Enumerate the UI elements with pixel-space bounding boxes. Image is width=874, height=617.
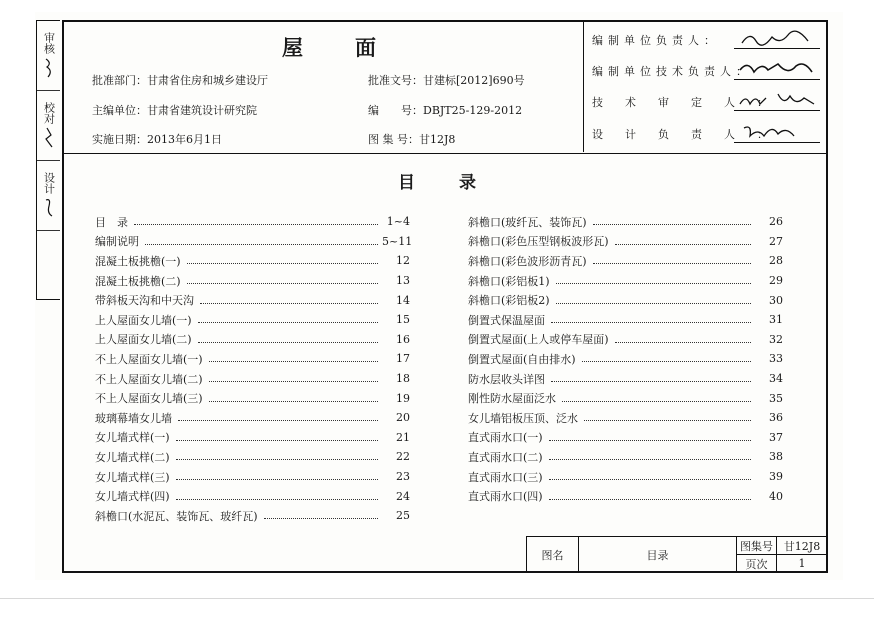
toc-leader-dots <box>549 479 751 480</box>
toc-entry <box>95 506 410 526</box>
toc-leader-dots <box>209 401 378 402</box>
viewer-divider <box>0 598 874 599</box>
toc-leader-dots <box>145 244 378 245</box>
toc-entry-title: 混凝土板挑檐(二) <box>95 274 181 288</box>
title-block-page-label: 页次 <box>737 555 777 572</box>
signature-label: 编制单位技术负责人： <box>592 65 752 78</box>
toc-entry-page: 27 <box>769 234 783 248</box>
toc-leader-dots <box>615 244 751 245</box>
signature-label: 技术审定人： <box>592 96 790 109</box>
signature-mark <box>738 90 818 110</box>
sidebar-cell-design <box>37 161 60 231</box>
effective-date: 实施日期：2013年6月1日 <box>92 133 222 146</box>
toc-entry <box>95 369 410 389</box>
doc-code: 编 号：DBJT25-129-2012 <box>368 104 523 117</box>
toc-entry-page: 5~11 <box>382 234 413 248</box>
toc-entry <box>468 271 783 291</box>
toc-leader-dots <box>187 263 378 264</box>
sidebar-cell-blank <box>37 231 60 301</box>
toc-entry-title: 不上人屋面女儿墙(三) <box>95 392 203 406</box>
signature-mark <box>738 122 818 142</box>
toc-entry <box>468 349 783 369</box>
toc-entry-title: 斜檐口(彩铝板2) <box>468 294 550 308</box>
toc-entry <box>468 428 783 448</box>
toc-entry-title: 编制说明 <box>95 235 139 249</box>
toc-entry-title: 倒置式屋面(上人或停车屋面) <box>468 333 609 347</box>
toc-leader-dots <box>209 381 378 382</box>
signature-line <box>734 142 820 143</box>
toc-leader-dots <box>551 322 751 323</box>
toc-entry-title: 目 录 <box>95 215 128 229</box>
toc-entry-page: 40 <box>769 489 783 503</box>
toc-entry-title: 上人屋面女儿墙(二) <box>95 333 192 347</box>
toc-entry <box>95 486 410 506</box>
toc-entry-page: 14 <box>396 293 410 307</box>
toc-leader-dots <box>593 224 751 225</box>
toc-leader-dots <box>556 283 751 284</box>
page-title: 屋面 <box>282 35 428 60</box>
toc-entry-title: 玻璃幕墙女儿墙 <box>95 411 172 425</box>
toc-leader-dots <box>178 420 378 421</box>
atlas-number: 图 集 号：甘12J8 <box>368 133 456 146</box>
toc-entry-title: 直式雨水口(二) <box>468 450 543 464</box>
toc-leader-dots <box>615 342 751 343</box>
toc-leader-dots <box>582 361 751 362</box>
toc-entry <box>468 290 783 310</box>
title-block-page-value: 1 <box>798 557 806 570</box>
toc-entry <box>468 212 783 232</box>
toc-entry-page: 39 <box>769 470 783 484</box>
toc-entry-page: 26 <box>769 215 783 229</box>
toc-entry-title: 直式雨水口(一) <box>468 431 543 445</box>
toc-entry-title: 刚性防水屋面泛水 <box>468 392 556 406</box>
toc-leader-dots <box>549 459 751 460</box>
toc-leader-dots <box>176 479 378 480</box>
toc-entry <box>95 310 410 330</box>
toc-leader-dots <box>198 342 378 343</box>
toc-leader-dots <box>209 361 378 362</box>
toc-entry <box>95 428 410 448</box>
signature-line <box>734 79 820 80</box>
toc-entry-page: 13 <box>396 274 410 288</box>
toc-leader-dots <box>551 381 751 382</box>
sidebar-cell-check <box>37 91 60 161</box>
toc-entry-page: 31 <box>769 313 783 327</box>
signature-mark <box>45 197 53 219</box>
toc-entry-title: 斜檐口(彩铝板1) <box>468 274 550 288</box>
toc-entry-page: 22 <box>396 450 410 464</box>
toc-entry-title: 倒置式屋面(自由排水) <box>468 352 576 366</box>
toc-entry-page: 36 <box>769 411 783 425</box>
title-block-name-label: 图名 <box>527 537 579 572</box>
approval-sidebar <box>36 20 60 300</box>
sidebar-cell-review <box>37 21 60 91</box>
title-block-atlas-label: 图集号 <box>737 537 777 555</box>
toc-entry <box>95 388 410 408</box>
toc-entry-title: 直式雨水口(四) <box>468 490 543 504</box>
toc-leader-dots <box>549 499 751 500</box>
toc-entry-title: 女儿墙式样(二) <box>95 450 170 464</box>
toc-leader-dots <box>176 459 378 460</box>
signature-mark <box>738 29 818 49</box>
toc-entry-page: 33 <box>769 352 783 366</box>
toc-entry-title: 女儿墙式样(四) <box>95 490 170 504</box>
toc-entry-title: 带斜板天沟和中天沟 <box>95 294 194 308</box>
approval-doc: 批准文号：甘建标[2012]690号 <box>368 74 525 87</box>
sidebar-label: 审核 <box>42 32 56 54</box>
toc-entry <box>468 388 783 408</box>
toc-entry-title: 斜檐口(玻纤瓦、装饰瓦) <box>468 215 587 229</box>
toc-entry-page: 20 <box>396 411 410 425</box>
toc-leader-dots <box>549 440 751 441</box>
toc-entry <box>95 349 410 369</box>
toc-entry-page: 12 <box>396 254 410 268</box>
toc-entry <box>468 369 783 389</box>
toc-entry-title: 女儿墙铝板压顶、泛水 <box>468 411 578 425</box>
toc-entry <box>95 212 410 232</box>
toc-leader-dots <box>264 518 378 519</box>
toc-entry <box>468 310 783 330</box>
toc-entry-page: 19 <box>396 391 410 405</box>
toc-entry-title: 防水层收头详图 <box>468 372 545 386</box>
title-block <box>526 536 828 573</box>
sidebar-label: 设计 <box>42 172 56 194</box>
toc-leader-dots <box>176 499 378 500</box>
toc-entry-title: 不上人屋面女儿墙(一) <box>95 352 203 366</box>
toc-entry <box>95 271 410 291</box>
toc-entry <box>468 408 783 428</box>
signature-label: 编制单位负责人： <box>592 34 720 47</box>
toc-leader-dots <box>562 401 751 402</box>
toc-leader-dots <box>198 322 378 323</box>
toc-entry-title: 混凝土板挑檐(一) <box>95 254 181 268</box>
toc-entry-page: 15 <box>396 313 410 327</box>
toc-entry-page: 35 <box>769 391 783 405</box>
toc-heading: 目录 <box>398 173 520 193</box>
toc-entry <box>95 290 410 310</box>
sidebar-label: 校对 <box>42 102 56 124</box>
toc-leader-dots <box>584 420 751 421</box>
toc-leader-dots <box>200 303 378 304</box>
toc-left-column <box>95 212 413 526</box>
toc-right-column <box>468 212 783 506</box>
toc-entry <box>468 232 783 252</box>
toc-entry-title: 上人屋面女儿墙(一) <box>95 313 192 327</box>
toc-entry-page: 38 <box>769 450 783 464</box>
toc-entry-page: 30 <box>769 293 783 307</box>
toc-entry-page: 37 <box>769 430 783 444</box>
toc-entry-page: 29 <box>769 274 783 288</box>
toc-entry <box>95 467 410 487</box>
toc-entry-page: 32 <box>769 332 783 346</box>
signature-mark <box>738 58 818 78</box>
title-block-atlas-value: 甘12J8 <box>777 537 827 555</box>
toc-entry-title: 斜檐口(彩色波形沥青瓦) <box>468 254 587 268</box>
editor-unit: 主编单位：甘肃省建筑设计研究院 <box>92 104 257 117</box>
toc-entry <box>95 408 410 428</box>
toc-entry <box>468 330 783 350</box>
toc-entry-page: 28 <box>769 254 783 268</box>
toc-entry-page: 16 <box>396 332 410 346</box>
toc-entry <box>95 232 413 252</box>
toc-entry-title: 不上人屋面女儿墙(二) <box>95 372 203 386</box>
toc-entry-title: 斜檐口(彩色压型钢板波形瓦) <box>468 235 609 249</box>
header-block <box>62 20 828 154</box>
toc-entry-title: 女儿墙式样(一) <box>95 431 170 445</box>
toc-leader-dots <box>593 263 751 264</box>
toc-entry <box>468 486 783 506</box>
signature-line <box>734 110 820 111</box>
toc-entry-title: 直式雨水口(三) <box>468 470 543 484</box>
toc-entry <box>468 467 783 487</box>
toc-leader-dots <box>134 224 378 225</box>
toc-entry-page: 17 <box>396 352 410 366</box>
toc-entry <box>468 251 783 271</box>
toc-entry-page: 34 <box>769 372 783 386</box>
toc-entry-page: 25 <box>396 509 410 523</box>
toc-entry <box>95 447 410 467</box>
signature-label: 设计负责人： <box>592 128 790 141</box>
header-info <box>62 20 584 152</box>
toc-entry-page: 23 <box>396 470 410 484</box>
toc-leader-dots <box>556 303 751 304</box>
toc-entry <box>95 330 410 350</box>
title-block-name-value: 目录 <box>579 537 737 572</box>
signature-mark <box>45 57 53 79</box>
toc-entry <box>468 447 783 467</box>
toc-entry-title: 斜檐口(水泥瓦、装饰瓦、玻纤瓦) <box>95 509 258 523</box>
toc-leader-dots <box>187 283 378 284</box>
toc-entry-page: 21 <box>396 430 410 444</box>
toc-entry-title: 倒置式保温屋面 <box>468 313 545 327</box>
toc-entry <box>95 251 410 271</box>
toc-entry-title: 女儿墙式样(三) <box>95 470 170 484</box>
toc-entry-page: 24 <box>396 489 410 503</box>
toc-leader-dots <box>176 440 378 441</box>
approval-dept: 批准部门：甘肃省住房和城乡建设厅 <box>92 74 268 87</box>
toc-entry-page: 18 <box>396 372 410 386</box>
toc-entry-page: 1~4 <box>386 215 410 229</box>
signature-mark <box>45 127 53 149</box>
